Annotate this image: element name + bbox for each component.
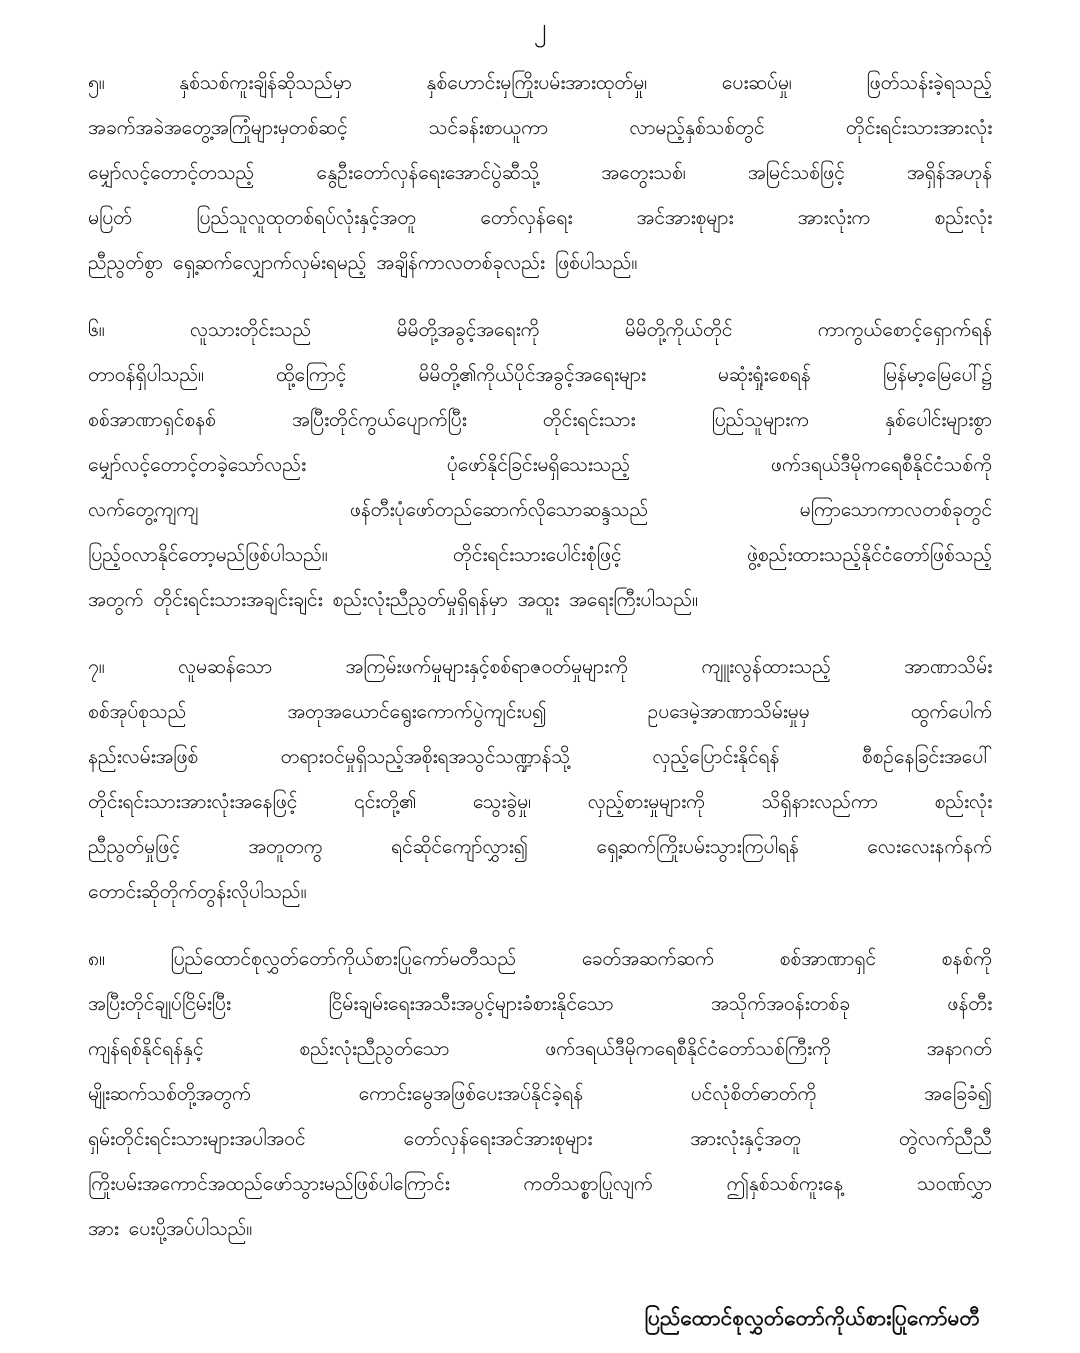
text-segment: တိုင်းရင်းသားအားလုံးအနေဖြင့် <box>88 790 298 813</box>
text-segment: အကြမ်းဖက်မှုများနှင့်စစ်ရာဇဝတ်မှုများကို <box>345 655 628 678</box>
text-segment: တိုင်းရင်းသားပေါင်းစုံဖြင့် <box>452 543 622 566</box>
text-segment: တိုင်းရင်းသားအချင်းချင်း <box>153 588 323 611</box>
text-segment: အား <box>88 1217 119 1240</box>
text-line <box>88 442 992 487</box>
text-line <box>88 397 992 442</box>
text-segment: လေးလေးနက်နက် <box>867 835 992 858</box>
text-segment: ဖြစ်ပါသည်။ <box>554 251 638 274</box>
text-segment: အားလုံးက <box>797 206 871 229</box>
text-line <box>88 307 992 352</box>
text-segment: ပင်လုံစိတ်ဓာတ်ကို <box>690 1082 817 1105</box>
statement-body <box>88 60 992 1273</box>
text-segment: စီစဉ်နေခြင်းအပေါ် <box>861 745 992 768</box>
text-segment: အချိန်ကာလတစ်ခုလည်း <box>376 251 545 274</box>
text-line <box>88 1161 992 1206</box>
paragraph <box>88 936 992 1251</box>
text-segment: ဤနှစ်သစ်ကူးနေ့ <box>726 1172 844 1195</box>
text-segment: စည်းလုံး <box>934 790 992 813</box>
text-segment: ညီညွတ်စွာ <box>88 251 163 274</box>
text-segment: စစ်အာဏာရှင်စနစ် <box>88 408 216 431</box>
text-segment: လူမဆန်သော <box>177 655 273 678</box>
text-line <box>88 1071 992 1116</box>
text-line <box>88 779 992 824</box>
text-segment: အင်အားစုများ <box>636 206 734 229</box>
text-segment: နည်းလမ်းအဖြစ် <box>88 745 199 768</box>
text-segment: ရှေ့ဆက်လျှောက်လှမ်းရမည့် <box>172 251 367 274</box>
text-segment: တောင်းဆိုတိုက်တွန်းလိုပါသည်။ <box>88 880 307 903</box>
text-line <box>88 1116 992 1161</box>
text-segment: ဖန်တီး <box>947 992 992 1015</box>
text-segment: ပြည်သူများက <box>711 408 809 431</box>
text-segment: အရှိန်အဟုန် <box>906 161 992 184</box>
text-line <box>88 689 992 734</box>
text-segment: လက်တွေ့ကျကျ <box>88 498 199 521</box>
text-segment: မကြာသောကာလတစ်ခုတွင် <box>799 498 992 521</box>
text-segment: မပြတ် <box>88 206 132 229</box>
text-segment: နှစ်ဟောင်းမှကြိုးပမ်းအားထုတ်မှု၊ <box>426 71 648 94</box>
text-segment: ကျူးလွန်ထားသည့် <box>701 655 831 678</box>
text-segment: လာမည့်နှစ်သစ်တွင် <box>629 116 765 139</box>
paragraph <box>88 60 992 285</box>
text-segment: ၆။ <box>88 318 105 341</box>
signature: ပြည်ထောင်စုလွှတ်တော်ကိုယ်စားပြုကော်မတီ <box>644 1306 980 1330</box>
text-segment: အတုအယောင်ရွေးကောက်ပွဲကျင်းပ၍ <box>287 700 547 723</box>
paragraph <box>88 644 992 914</box>
text-segment: အတူတကွ <box>248 835 323 858</box>
text-line <box>88 824 992 869</box>
text-segment: မိမိတို့ကိုယ်တိုင် <box>624 318 733 341</box>
text-segment: အနာဂတ် <box>926 1037 992 1060</box>
text-segment: ၎င်းတို့၏ <box>354 790 417 813</box>
text-segment: ရင်ဆိုင်ကျော်လွှား၍ <box>390 835 528 858</box>
text-line <box>88 936 992 981</box>
text-segment: အရေးကြီးပါသည်။ <box>569 588 698 611</box>
text-segment: အပြီးတိုင်ချုပ်ငြိမ်းပြီး <box>88 992 231 1015</box>
text-segment: ငြိမ်းချမ်းရေးအသီးအပွင့်များခံစားနိုင်သော <box>328 992 614 1015</box>
text-segment: တော်လှန်ရေးအင်အားစုများ <box>403 1127 593 1150</box>
paragraph <box>88 307 992 622</box>
text-segment: အားလုံးနှင့်အတူ <box>690 1127 801 1150</box>
text-segment: မဆုံးရှုံးစေရန် <box>717 363 811 386</box>
text-segment: ပြည်ထောင်စုလွှတ်တော်ကိုယ်စားပြုကော်မတီသည် <box>170 947 517 970</box>
text-segment: အာဏာသိမ်း <box>904 655 992 678</box>
text-segment: ကြိုးပမ်းအကောင်အထည်ဖော်သွားမည်ဖြစ်ပါကြောင်း <box>88 1172 450 1195</box>
text-segment: အခက်အခဲအတွေ့အကြုံများမှတစ်ဆင့် <box>88 116 348 139</box>
text-segment: ထွက်ပေါက် <box>910 700 992 723</box>
text-segment: အတွက် <box>88 588 144 611</box>
text-segment: အသိုက်အဝန်းတစ်ခု <box>710 992 850 1015</box>
text-segment: ရှမ်းတိုင်းရင်းသားများအပါအဝင် <box>88 1127 306 1150</box>
text-line <box>88 240 992 285</box>
text-segment: ဖန်တီးပုံဖော်တည်ဆောက်လိုသောဆန္ဒသည် <box>349 498 649 521</box>
text-segment: သဝဏ်လွှာ <box>917 1172 992 1195</box>
text-segment: လူသားတိုင်းသည် <box>189 318 312 341</box>
text-segment: စနစ်ကို <box>941 947 992 970</box>
text-segment: ကျန်ရစ်နိုင်ရန်နှင့် <box>88 1037 204 1060</box>
text-segment: တိုင်းရင်းသား <box>542 408 636 431</box>
text-line <box>88 644 992 689</box>
text-segment: တိုင်းရင်းသားအားလုံး <box>845 116 992 139</box>
text-segment: အတွေးသစ်၊ <box>601 161 686 184</box>
text-line <box>88 1206 992 1251</box>
text-segment: ပုံဖော်နိုင်ခြင်းမရှိသေးသည့် <box>446 453 630 476</box>
text-segment: မြန်မာ့မြေပေါ်၌ <box>882 363 992 386</box>
text-segment: သင်ခန်းစာယူကာ <box>428 116 549 139</box>
text-line <box>88 105 992 150</box>
text-segment: မျှော်လင့်တောင့်တခဲ့သော်လည်း <box>88 453 306 476</box>
text-line <box>88 577 992 622</box>
text-segment: နွေဦးတော်လှန်ရေးအောင်ပွဲဆီသို့ <box>316 161 540 184</box>
text-segment: မျှော်လင့်တောင့်တသည့် <box>88 161 255 184</box>
text-line <box>88 150 992 195</box>
text-line <box>88 60 992 105</box>
text-line <box>88 352 992 397</box>
text-segment: ကောင်းမွေအဖြစ်ပေးအပ်နိုင်ခဲ့ရန် <box>358 1082 584 1105</box>
text-segment: ညီညွတ်မှုဖြင့် <box>88 835 180 858</box>
text-segment: ပြည်သူလူထုတစ်ရပ်လုံးနှင့်အတူ <box>196 206 416 229</box>
text-line <box>88 981 992 1026</box>
text-segment: အပြီးတိုင်ကွယ်ပျောက်ပြီး <box>292 408 467 431</box>
text-segment: တရားဝင်မှုရှိသည့်အစိုးရအသွင်သဏ္ဍာန်သို့ <box>280 745 570 768</box>
text-segment: ပြည့်ဝလာနိုင်တော့မည်ဖြစ်ပါသည်။ <box>88 543 328 566</box>
page-number: ၂ <box>533 13 547 43</box>
text-line <box>88 487 992 532</box>
text-segment: မိမိတို့၏ကိုယ်ပိုင်အခွင့်အရေးများ <box>418 363 646 386</box>
text-segment: သိရှိနားလည်ကာ <box>761 790 878 813</box>
text-segment: ဥပဒေမဲ့အာဏာသိမ်းမှုမှ <box>647 700 810 723</box>
text-segment: တွဲလက်ညီညီ <box>898 1127 992 1150</box>
text-segment: တော်လှန်ရေး <box>480 206 573 229</box>
text-segment: စည်းလုံးညီညွတ်သော <box>299 1037 450 1060</box>
text-segment: ဖြတ်သန်းခဲ့ရသည့် <box>866 71 992 94</box>
text-segment: နှစ်သစ်ကူးချိန်ဆိုသည်မှာ <box>179 71 352 94</box>
text-segment: ဖက်ဒရယ်ဒီမိုကရေစီနိုင်ငံသစ်ကို <box>770 453 992 476</box>
text-segment: ဖက်ဒရယ်ဒီမိုကရေစီနိုင်ငံတော်သစ်ကြီးကို <box>545 1037 831 1060</box>
text-line <box>88 869 992 914</box>
text-line <box>88 195 992 240</box>
text-segment: စည်းလုံး <box>934 206 992 229</box>
text-segment: မျိုးဆက်သစ်တို့အတွက် <box>88 1082 251 1105</box>
text-segment: မိမိတို့အခွင့်အရေးကို <box>396 318 540 341</box>
text-segment: ခေတ်အဆက်ဆက် <box>581 947 714 970</box>
text-line <box>88 532 992 577</box>
text-segment: တာဝန်ရှိပါသည်။ <box>88 363 204 386</box>
text-segment: ကာကွယ်စောင့်ရှောက်ရန် <box>817 318 992 341</box>
text-segment: စစ်အာဏာရှင် <box>779 947 876 970</box>
text-segment: ပေးပို့အပ်ပါသည်။ <box>128 1217 252 1240</box>
text-segment: ၅။ <box>88 71 105 94</box>
text-segment: ၇။ <box>88 655 105 678</box>
text-segment: လှည့်ပြောင်းနိုင်ရန် <box>652 745 780 768</box>
text-segment: အခြေခံ၍ <box>924 1082 992 1105</box>
text-segment: စစ်အုပ်စုသည် <box>88 700 187 723</box>
text-segment: သွေးခွဲမှု၊ <box>472 790 531 813</box>
text-segment: အထူး <box>517 588 560 611</box>
text-segment: နှစ်ပေါင်းများစွာ <box>885 408 992 431</box>
text-segment: လှည့်စားမှုများကို <box>587 790 705 813</box>
text-segment: စည်းလုံးညီညွတ်မှုရှိရန်မှာ <box>332 588 508 611</box>
text-segment: ပေးဆပ်မှု၊ <box>721 71 792 94</box>
text-line <box>88 1026 992 1071</box>
text-segment: ၈။ <box>88 947 105 970</box>
text-segment: အမြင်သစ်ဖြင့် <box>747 161 845 184</box>
text-segment: ရှေ့ဆက်ကြိုးပမ်းသွားကြပါရန် <box>596 835 799 858</box>
text-segment: ဖွဲ့စည်းထားသည့်နိုင်ငံတော်ဖြစ်သည့် <box>746 543 992 566</box>
text-segment: ကတိသစ္စာပြုလျက် <box>523 1172 653 1195</box>
text-segment: ထို့ကြောင့် <box>275 363 347 386</box>
text-line <box>88 734 992 779</box>
